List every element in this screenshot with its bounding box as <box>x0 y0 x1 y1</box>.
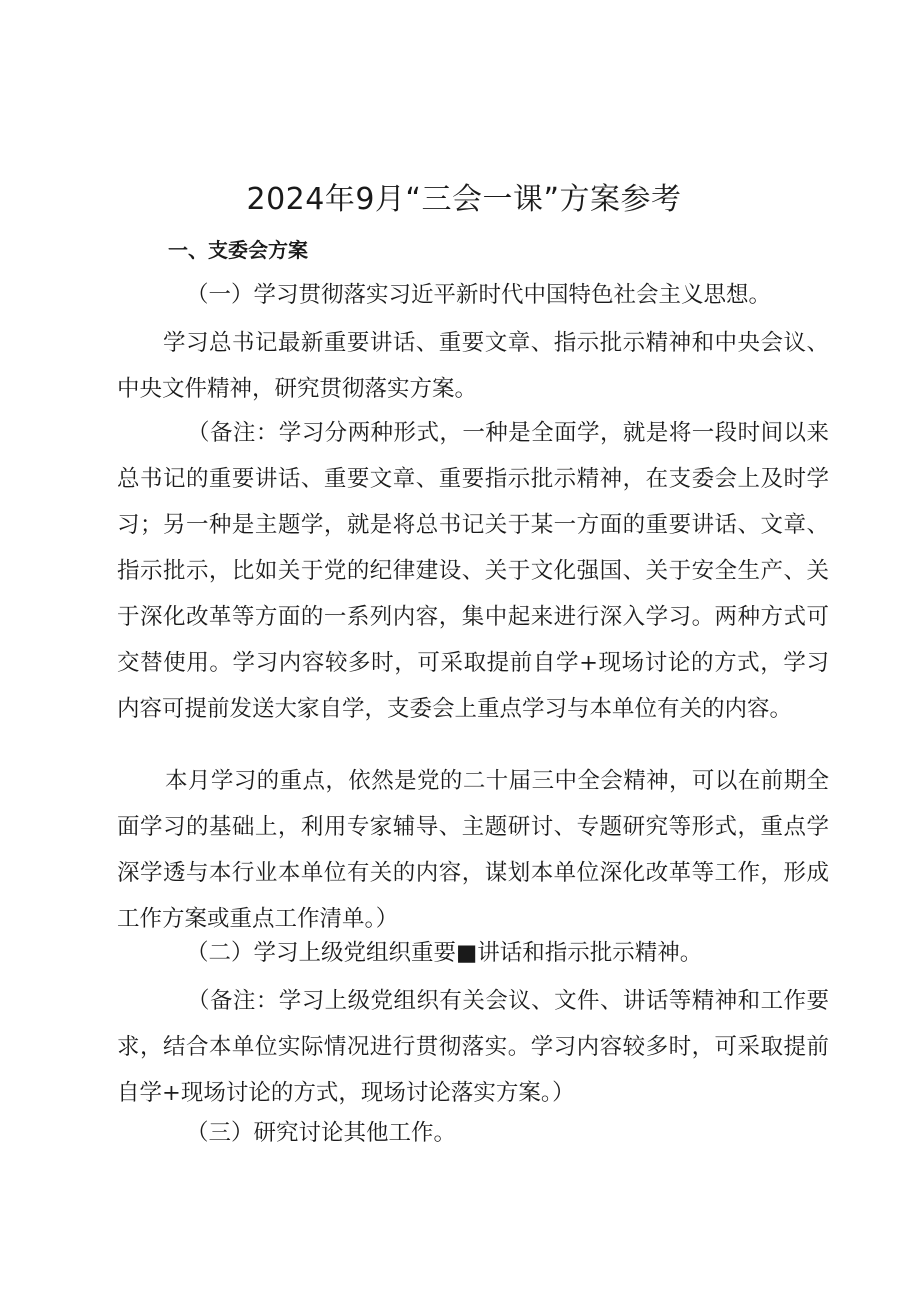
paragraph-study-content: 学习总书记最新重要讲话、重要文章、指示批示精神和中央会议、中央文件精神，研究贯彻落实方案。 <box>117 330 829 402</box>
item-two: （二）学习上级党组织重要■讲话和指示批示精神。 <box>186 940 703 966</box>
section-heading: 一、支委会方案 <box>168 238 308 262</box>
item-one: （一）学习贯彻落实习近平新时代中国特色社会主义思想。 <box>186 282 772 308</box>
document-title: 2024年9月“三会一课”方案参考 <box>246 182 682 217</box>
note-superior-study: （备注：学习上级党组织有关会议、文件、讲话等精神和工作要求，结合本单位实际情况进行贯彻落实。学习内容较多时，可采取提前自学+现场讨论的方式，现场讨论落实方案。） <box>117 988 829 1106</box>
paragraph-monthly-focus: 本月学习的重点，依然是党的二十届三中全会精神，可以在前期全面学习的基础上，利用专家辅导、主题研讨、专题研究等形式，重点学深学透与本行业本单位有关的内容，谋划本单位深化改革等工作，形成工作方案或重点工作清单。） <box>117 768 829 932</box>
note-study-forms: （备注：学习分两种形式，一种是全面学，就是将一段时间以来总书记的重要讲话、重要文章、重要指示批示精神，在支委会上及时学习；另一种是主题学，就是将总书记关于某一方面的重要讲话、文章、指示批示，比如关于党的纪律建设、关于文化强国、关于安全生产、关于深化改革等方面的一系列内容，集中起来进行深入学习。两种方式可交替使用。学习内容较多时，可采取提前自学+现场讨论的方式，学习内容可提前发送大家自学，支委会上重点学习与本单位有关的内容。 <box>117 420 829 722</box>
item-three: （三）研究讨论其他工作。 <box>186 1120 457 1146</box>
